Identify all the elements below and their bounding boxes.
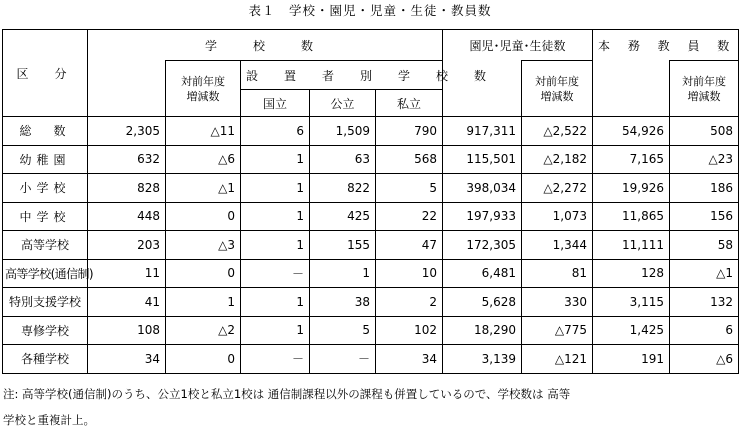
table-header <box>3 30 739 117</box>
header-schools-total-blank <box>88 61 166 117</box>
header-students: 園児･児童･生徒数 <box>443 30 593 61</box>
statistics-table <box>2 29 739 374</box>
cell-students-yoy: △2,272 <box>522 174 593 203</box>
footnote-line-2: 学校と重複計上。 <box>3 413 95 427</box>
cell-national: － <box>241 259 310 288</box>
cell-national: 1 <box>241 231 310 260</box>
table-row <box>3 345 739 374</box>
cell-public: 425 <box>310 202 376 231</box>
cell-teachers: 191 <box>593 345 670 374</box>
cell-students: 18,290 <box>443 316 522 345</box>
cell-teachers-yoy: 6 <box>670 316 739 345</box>
cell-public: 63 <box>310 145 376 174</box>
cell-students-yoy: △2,522 <box>522 117 593 146</box>
row-label: 各種学校 <box>3 345 88 374</box>
cell-students-yoy: 330 <box>522 288 593 317</box>
header-by-founder: 設 置 者 別 学 校 数 <box>241 61 443 90</box>
cell-national: － <box>241 345 310 374</box>
header-students-yoy <box>522 61 593 117</box>
cell-students-yoy: △121 <box>522 345 593 374</box>
cell-schools-yoy: 0 <box>166 345 241 374</box>
cell-public: 1 <box>310 259 376 288</box>
cell-students-yoy: △2,182 <box>522 145 593 174</box>
cell-schools-yoy: △3 <box>166 231 241 260</box>
cell-public: 822 <box>310 174 376 203</box>
cell-schools-yoy: 1 <box>166 288 241 317</box>
cell-public: 155 <box>310 231 376 260</box>
row-label: 幼稚園 <box>3 145 88 174</box>
cell-schools: 108 <box>88 316 166 345</box>
cell-teachers: 128 <box>593 259 670 288</box>
cell-schools-yoy: △6 <box>166 145 241 174</box>
cell-students: 115,501 <box>443 145 522 174</box>
cell-teachers-yoy: △6 <box>670 345 739 374</box>
cell-schools: 34 <box>88 345 166 374</box>
cell-teachers-yoy: 156 <box>670 202 739 231</box>
table-row <box>3 288 739 317</box>
cell-national: 1 <box>241 316 310 345</box>
header-teachers-total-blank <box>593 61 670 117</box>
cell-teachers: 54,926 <box>593 117 670 146</box>
cell-students: 3,139 <box>443 345 522 374</box>
cell-private: 22 <box>376 202 443 231</box>
cell-students: 197,933 <box>443 202 522 231</box>
header-schools-yoy <box>166 61 241 117</box>
cell-schools: 11 <box>88 259 166 288</box>
header-teachers: 本 務 教 員 数 <box>593 30 739 61</box>
cell-private: 2 <box>376 288 443 317</box>
cell-teachers: 3,115 <box>593 288 670 317</box>
header-yoy-label: 対前年度 増減数 <box>181 74 225 103</box>
header-public: 公立 <box>310 90 376 117</box>
cell-schools-yoy: △2 <box>166 316 241 345</box>
header-schools: 学 校 数 <box>88 30 443 61</box>
cell-private: 568 <box>376 145 443 174</box>
cell-private: 5 <box>376 174 443 203</box>
cell-schools: 828 <box>88 174 166 203</box>
cell-students: 5,628 <box>443 288 522 317</box>
row-label: 高等学校(通信制) <box>3 259 88 288</box>
cell-teachers: 19,926 <box>593 174 670 203</box>
row-label: 中学校 <box>3 202 88 231</box>
header-national: 国立 <box>241 90 310 117</box>
cell-schools: 632 <box>88 145 166 174</box>
footnote-line-1: 注: 高等学校(通信制)のうち、公立1校と私立1校は 通信制課程以外の課程も併置しているので、学校数は 高等 <box>3 387 571 401</box>
cell-private: 47 <box>376 231 443 260</box>
cell-national: 1 <box>241 288 310 317</box>
cell-teachers: 7,165 <box>593 145 670 174</box>
cell-students-yoy: 1,344 <box>522 231 593 260</box>
header-teachers-yoy <box>670 61 739 117</box>
cell-schools: 448 <box>88 202 166 231</box>
table-row <box>3 174 739 203</box>
cell-teachers-yoy: △23 <box>670 145 739 174</box>
cell-schools-yoy: △1 <box>166 174 241 203</box>
cell-schools: 2,305 <box>88 117 166 146</box>
cell-schools-yoy: 0 <box>166 259 241 288</box>
table-body <box>3 117 739 374</box>
header-yoy-label: 対前年度 増減数 <box>535 74 579 103</box>
row-label: 特別支援学校 <box>3 288 88 317</box>
row-label: 高等学校 <box>3 231 88 260</box>
cell-private: 10 <box>376 259 443 288</box>
cell-national: 1 <box>241 202 310 231</box>
table-row <box>3 259 739 288</box>
header-private: 私立 <box>376 90 443 117</box>
row-label: 小学校 <box>3 174 88 203</box>
table-row <box>3 145 739 174</box>
row-label: 専修学校 <box>3 316 88 345</box>
cell-students: 172,305 <box>443 231 522 260</box>
cell-schools: 41 <box>88 288 166 317</box>
cell-schools: 203 <box>88 231 166 260</box>
cell-teachers-yoy: 508 <box>670 117 739 146</box>
cell-teachers-yoy: 132 <box>670 288 739 317</box>
table-row <box>3 202 739 231</box>
cell-private: 34 <box>376 345 443 374</box>
cell-public: 1,509 <box>310 117 376 146</box>
cell-public: 5 <box>310 316 376 345</box>
table-row <box>3 231 739 260</box>
row-label: 総 数 <box>3 117 88 146</box>
cell-schools-yoy: △11 <box>166 117 241 146</box>
cell-teachers: 11,111 <box>593 231 670 260</box>
table-title: 表１ 学校・園児・児童・生徒・教員数 <box>248 3 492 18</box>
table-row <box>3 316 739 345</box>
cell-students: 917,311 <box>443 117 522 146</box>
header-category: 区 分 <box>3 30 88 117</box>
cell-teachers: 1,425 <box>593 316 670 345</box>
cell-teachers-yoy: 58 <box>670 231 739 260</box>
cell-private: 790 <box>376 117 443 146</box>
cell-students-yoy: 1,073 <box>522 202 593 231</box>
cell-national: 6 <box>241 117 310 146</box>
cell-students: 6,481 <box>443 259 522 288</box>
cell-teachers-yoy: △1 <box>670 259 739 288</box>
table-row <box>3 117 739 146</box>
cell-public: 38 <box>310 288 376 317</box>
cell-national: 1 <box>241 174 310 203</box>
cell-teachers-yoy: 186 <box>670 174 739 203</box>
cell-teachers: 11,865 <box>593 202 670 231</box>
cell-national: 1 <box>241 145 310 174</box>
cell-public: － <box>310 345 376 374</box>
cell-schools-yoy: 0 <box>166 202 241 231</box>
cell-students: 398,034 <box>443 174 522 203</box>
cell-private: 102 <box>376 316 443 345</box>
cell-students-yoy: 81 <box>522 259 593 288</box>
header-yoy-label: 対前年度 増減数 <box>682 74 727 103</box>
cell-students-yoy: △775 <box>522 316 593 345</box>
